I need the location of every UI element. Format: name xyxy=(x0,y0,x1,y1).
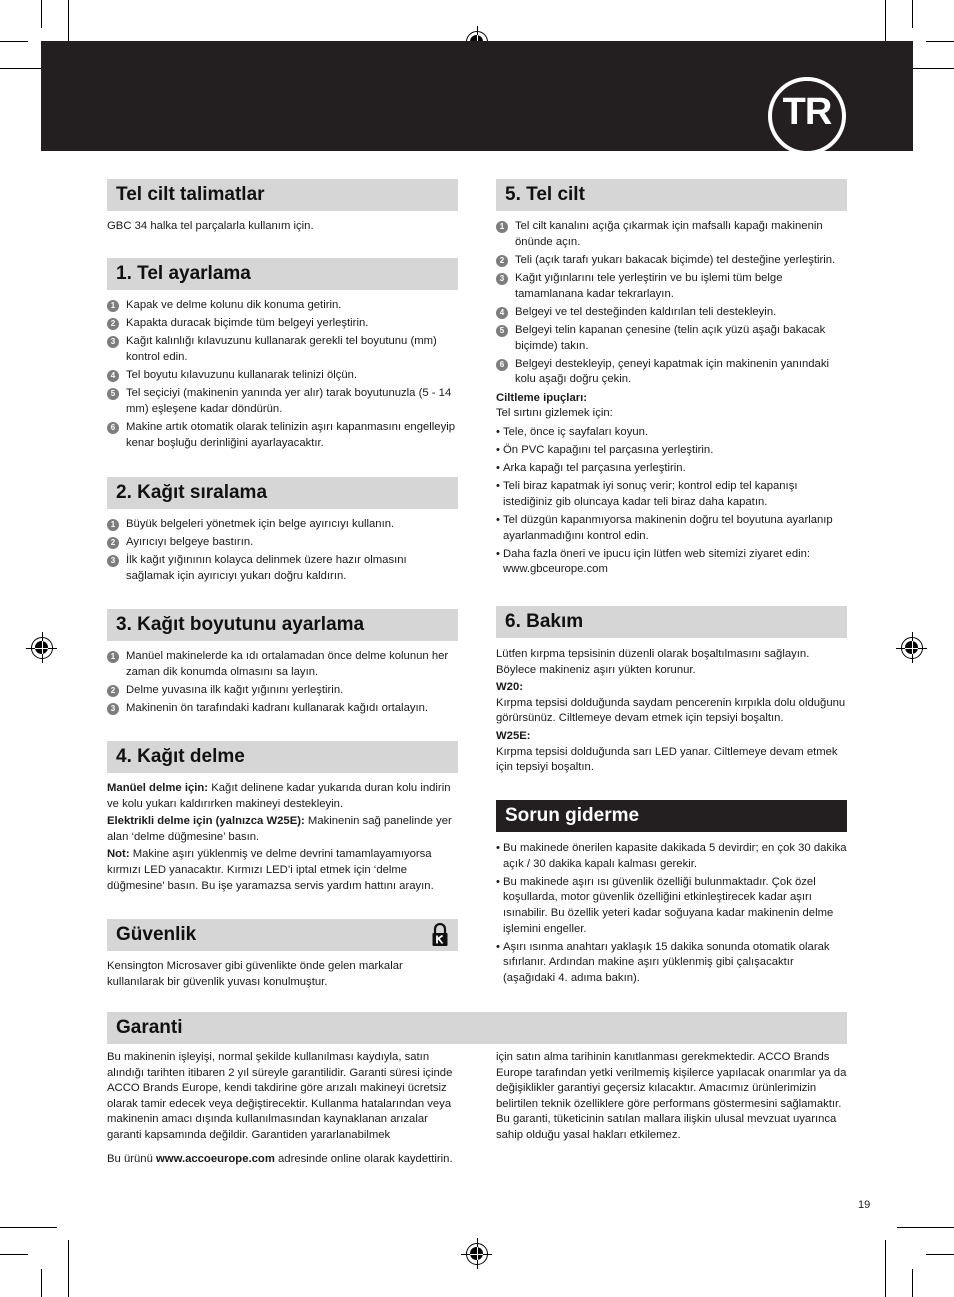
website-link[interactable]: www.accoeurope.com xyxy=(156,1152,275,1165)
step-number: 3 xyxy=(496,273,508,285)
section-troubleshooting xyxy=(496,800,847,989)
step-text: Büyük belgeleri yönetmek için belge ayırıcıyı kullanın. xyxy=(126,518,395,530)
step-number: 2 xyxy=(107,537,119,549)
list-item xyxy=(107,535,458,551)
list-item xyxy=(107,386,458,417)
section-warranty xyxy=(107,1012,847,1044)
list-item xyxy=(496,253,847,269)
section-maintenance xyxy=(496,606,847,776)
section-heading: Tel cilt talimatlar xyxy=(107,179,458,211)
paragraph-text: adresinde online olarak kaydettirin. xyxy=(274,1152,453,1165)
list-item: • Bu makinede aşırı ısı güvenlik özelliği bulunmaktadır. Çok özel koşullarda, motor güvenlik özelliğini etkinleştirecek kadar aşırı ısınabilir. Bu özellik yeteri kadar soğuyana kadar makinenin delme işlemini engeller. xyxy=(496,875,847,937)
bold-label: Elektrikli delme için (yalnızca W25E): xyxy=(107,815,305,828)
list-item xyxy=(107,517,458,533)
step-text: Tel boyutu kılavuzunu kullanarak telinizi ölçün. xyxy=(126,369,358,382)
step-number: 2 xyxy=(107,685,119,697)
crop-mark xyxy=(912,1269,913,1297)
section-heading: 6. Bakım xyxy=(496,606,847,638)
badge-label: TR xyxy=(782,91,832,133)
paragraph-text: Makinenin sağ panelinde yer alan ‘delme düğmesine’ basın. xyxy=(107,815,452,843)
list-item xyxy=(107,553,458,584)
warranty-text: için satın alma tarihinin kanıtlanması gerekmektedir. ACCO Brands Europe tarafından yetki verilmemiş kişilerce yapılacak onarımlar ya da değişiklikler garantiyi geçersiz kılacaktır. Amacımız ürünlerimizin belirtilen teknik özelliklere göre performans göstermesini sağlamaktır. Bu garanti, tüketicinin satılan mallara ilişkin ulusal mevzuat uyarınca sahip olduğu yasal hakları etkilemez. xyxy=(496,1051,847,1141)
kensington-lock-icon xyxy=(431,923,449,947)
step-text: Makinenin ön tarafındaki kadranı kullanarak kağıdı ortalayın. xyxy=(126,701,429,714)
list-item xyxy=(107,334,458,365)
step-text: Belgeyi telin kapanan çenesine (telin açık yüzü aşağı bakacak biçimde) takın. xyxy=(515,323,826,352)
step-text: Kapakta duracak biçimde tüm belgeyi yerleştirin. xyxy=(126,317,369,330)
paragraph xyxy=(107,781,458,812)
list-item: • Tel düzgün kapanmıyorsa makinenin doğru tel boyutuna ayarlanıp ayarlanmadığını kontrol edin. xyxy=(496,513,847,544)
section-paper-sorting xyxy=(107,477,458,587)
list-item xyxy=(107,649,458,680)
section-security xyxy=(107,919,458,990)
step-number: 2 xyxy=(496,255,508,267)
step-text: Kapak ve delme kolunu dik konuma getirin. xyxy=(126,299,342,311)
crop-mark xyxy=(926,41,954,42)
step-text: İlk kağıt yığınının kolayca delinmek üzere hazır olmasını sağlamak için ayırıcıyı yukarı doğru kaldırın. xyxy=(126,554,407,582)
crop-mark xyxy=(0,1227,57,1228)
list-item xyxy=(496,219,847,250)
list-item: • Daha fazla öneri ve ipucu için lütfen web sitemizi ziyaret edin: www.gbceurope.com xyxy=(496,547,847,578)
section-heading: 3. Kağıt boyutunu ayarlama xyxy=(107,609,458,641)
section-heading: Sorun giderme xyxy=(496,800,847,832)
crop-mark xyxy=(41,0,42,28)
security-text: Kensington Microsaver gibi güvenlikte önde gelen markalar kullanılarak bir güvenlik yuvası konulmuştur. xyxy=(107,960,403,988)
page-number: 19 xyxy=(858,1199,871,1211)
step-number: 4 xyxy=(107,370,119,382)
list-item: • Teli biraz kapatmak iyi sonuç verir; kontrol edip tel kapanışı istediğiniz gib oluncaya kadar teli biraz daha kapatın. xyxy=(496,479,847,510)
bold-label: Manüel delme için: xyxy=(107,782,209,794)
list-item: • Ön PVC kapağını tel parçasına yerleştirin. xyxy=(496,443,847,459)
model-label xyxy=(496,680,847,696)
section-heading: 2. Kağıt sıralama xyxy=(107,477,458,509)
model-label xyxy=(496,729,847,745)
section-punching xyxy=(107,741,458,894)
list-item xyxy=(107,298,458,314)
tips-list xyxy=(496,425,847,578)
step-text: Belgeyi ve tel desteğinden kaldırılan teli destekleyin. xyxy=(515,305,777,318)
list-item: • Bu makinede önerilen kapasite dakikada 5 devirdir; en çok 30 dakika açık / 30 dakika kapalı kalması gerekir. xyxy=(496,841,847,872)
list-item: • Tele, önce iç sayfaları koyun. xyxy=(496,425,847,441)
step-text: Kağıt kalınlığı kılavuzunu kullanarak gerekli tel boyutunu (mm) kontrol edin. xyxy=(126,335,437,363)
list-item xyxy=(496,323,847,354)
bold-label: Ciltleme ipuçları: xyxy=(496,391,588,404)
section-title: Güvenlik xyxy=(116,924,197,945)
step-text: Delme yuvasına ilk kağıt yığınını yerleştirin. xyxy=(126,683,344,696)
step-text: Tel cilt kanalını açığa çıkarmak için mafsallı kapağı makinenin önünde açın. xyxy=(515,220,823,248)
bold-label: W20: xyxy=(496,681,523,694)
step-text: Tel seçiciyi (makinenin yanında yer alır) tarak boyutunuzla (5 - 14 mm) eşleşene kadar döndürün. xyxy=(126,387,452,415)
step-text: Kağıt yığınlarını tele yerleştirin ve bu işlemi tüm belge tamamlanana kadar tekrarlayın. xyxy=(515,271,783,300)
model-text: Kırpma tepsisi dolduğunda saydam pencerenin kırpıkla dolu olduğunu görürsünüz. Ciltlemeye devam etmek için tepsiyi boşaltın. xyxy=(496,696,846,725)
step-text: Ayırıcıyı belgeye bastırın. xyxy=(126,536,254,549)
crop-mark xyxy=(0,41,28,42)
crop-mark xyxy=(926,1254,954,1255)
list-item xyxy=(107,368,458,384)
list-item xyxy=(107,701,458,717)
paragraph xyxy=(107,847,458,894)
step-number: 5 xyxy=(496,325,508,337)
step-number: 6 xyxy=(496,359,508,371)
list-item: • Aşırı ısınma anahtarı yaklaşık 15 dakika sonunda otomatik olarak sıfırlanır. Ardından makine aşırı yüklenmiş gibi çalışacaktır (aşağıdaki 4. adıma bakın). xyxy=(496,940,847,987)
list-item xyxy=(107,683,458,699)
section-heading xyxy=(107,919,458,951)
step-number: 3 xyxy=(107,555,119,567)
list-item xyxy=(496,305,847,321)
registration-mark xyxy=(31,637,53,659)
bold-label: W25E: xyxy=(496,729,531,742)
step-number: 1 xyxy=(107,300,119,312)
step-text: Teli (açık tarafı yukarı bakacak biçimde) tel desteğine yerleştirin. xyxy=(515,253,836,266)
step-number: 6 xyxy=(107,422,119,434)
numbered-list xyxy=(107,649,458,717)
crop-mark xyxy=(68,1240,69,1297)
warranty-column-2 xyxy=(496,1050,852,1144)
section-wire-binding xyxy=(496,179,847,581)
step-number: 5 xyxy=(107,388,119,400)
paragraph-text: Makine aşırı yüklenmiş ve delme devrini tamamlayamıyorsa kırmızı LED yanacaktır. Kırmızı LED’i iptal etmek için ‘delme düğmesine’ basın. Bu işe yaramazsa servis yardım hattını arayın. xyxy=(107,848,434,892)
numbered-list xyxy=(496,219,847,388)
numbered-list xyxy=(107,517,458,585)
list-item xyxy=(107,316,458,332)
crop-mark xyxy=(897,1227,954,1228)
paragraph-text: Bu ürünü xyxy=(107,1152,156,1165)
language-badge xyxy=(768,78,846,156)
step-number: 3 xyxy=(107,703,119,715)
section-heading: 4. Kağıt delme xyxy=(107,741,458,773)
step-number: 2 xyxy=(107,318,119,330)
list-item xyxy=(496,357,847,388)
section-heading: Garanti xyxy=(107,1012,847,1044)
intro-text: GBC 34 halka tel parçalarla kullanım için. xyxy=(107,220,314,232)
step-number: 1 xyxy=(107,519,119,531)
model-text: Kırpma tepsisi dolduğunda sarı LED yanar. Ciltlemeye devam etmek için tepsiyi boşaltın. xyxy=(496,745,838,774)
section-wire-setup xyxy=(107,258,458,454)
list-item xyxy=(107,420,458,451)
left-column xyxy=(107,179,458,235)
section-heading: 5. Tel cilt xyxy=(496,179,847,211)
step-text: Belgeyi destekleyip, çeneyi kapatmak için makinenin yanındaki kolu aşağı doğru çekin. xyxy=(515,357,829,386)
step-number: 1 xyxy=(107,651,119,663)
registration-text xyxy=(107,1152,463,1168)
registration-mark xyxy=(466,1243,488,1265)
tips-heading xyxy=(496,391,847,407)
crop-mark xyxy=(885,1240,886,1297)
list-item xyxy=(496,271,847,302)
step-number: 4 xyxy=(496,307,508,319)
bold-label: Not: xyxy=(107,848,130,861)
crop-mark xyxy=(912,0,913,28)
maintenance-intro: Lütfen kırpma tepsisinin düzenli olarak boşaltılmasını sağlayın. Böylece makineniz aşırı yükten korunur. xyxy=(496,648,810,676)
section-heading: 1. Tel ayarlama xyxy=(107,258,458,290)
warranty-column-1 xyxy=(107,1050,463,1167)
numbered-list xyxy=(107,298,458,451)
crop-mark xyxy=(0,1254,28,1255)
step-text: Manüel makinelerde ka ıdı ortalamadan önce delme kolunun her zaman dik konumda olmasını sa layın. xyxy=(126,650,449,678)
paragraph xyxy=(107,814,458,845)
crop-mark xyxy=(41,1269,42,1297)
list-item: • Arka kapağı tel parçasına yerleştirin. xyxy=(496,461,847,477)
warranty-text: Bu makinenin işleyişi, normal şekilde kullanılması kaydıyla, satın alındığı tarihten itibaren 2 yıl süreyle garantilidir. Garanti süresi içinde ACCO Brands Europe, kendi takdirine göre arızalı makineyi ücretsiz olarak tamir edecek veya değiştirecektir. Kullanma hatalarından veya makinenin amacı dışında kullanılmasından kaynaklanan arızalar garanti kapsamında değildir. Garantiden yararlanabilmek xyxy=(107,1051,453,1141)
step-text: Makine artık otomatik olarak telinizin aşırı kapanmasını engelleyip kenar boşluğu derinliğini ayarlayacaktır. xyxy=(126,421,456,449)
troubleshooting-list xyxy=(496,841,847,987)
step-number: 1 xyxy=(496,221,508,233)
tips-intro: Tel sırtını gizlemek için: xyxy=(496,407,613,420)
paragraph-text: Kağıt delinene kadar yukarıda duran kolu indirin ve kolu yukarı kaldırırken makineyi destekleyin. xyxy=(107,782,451,810)
section-paper-size xyxy=(107,609,458,719)
step-number: 3 xyxy=(107,336,119,348)
registration-mark xyxy=(901,637,923,659)
